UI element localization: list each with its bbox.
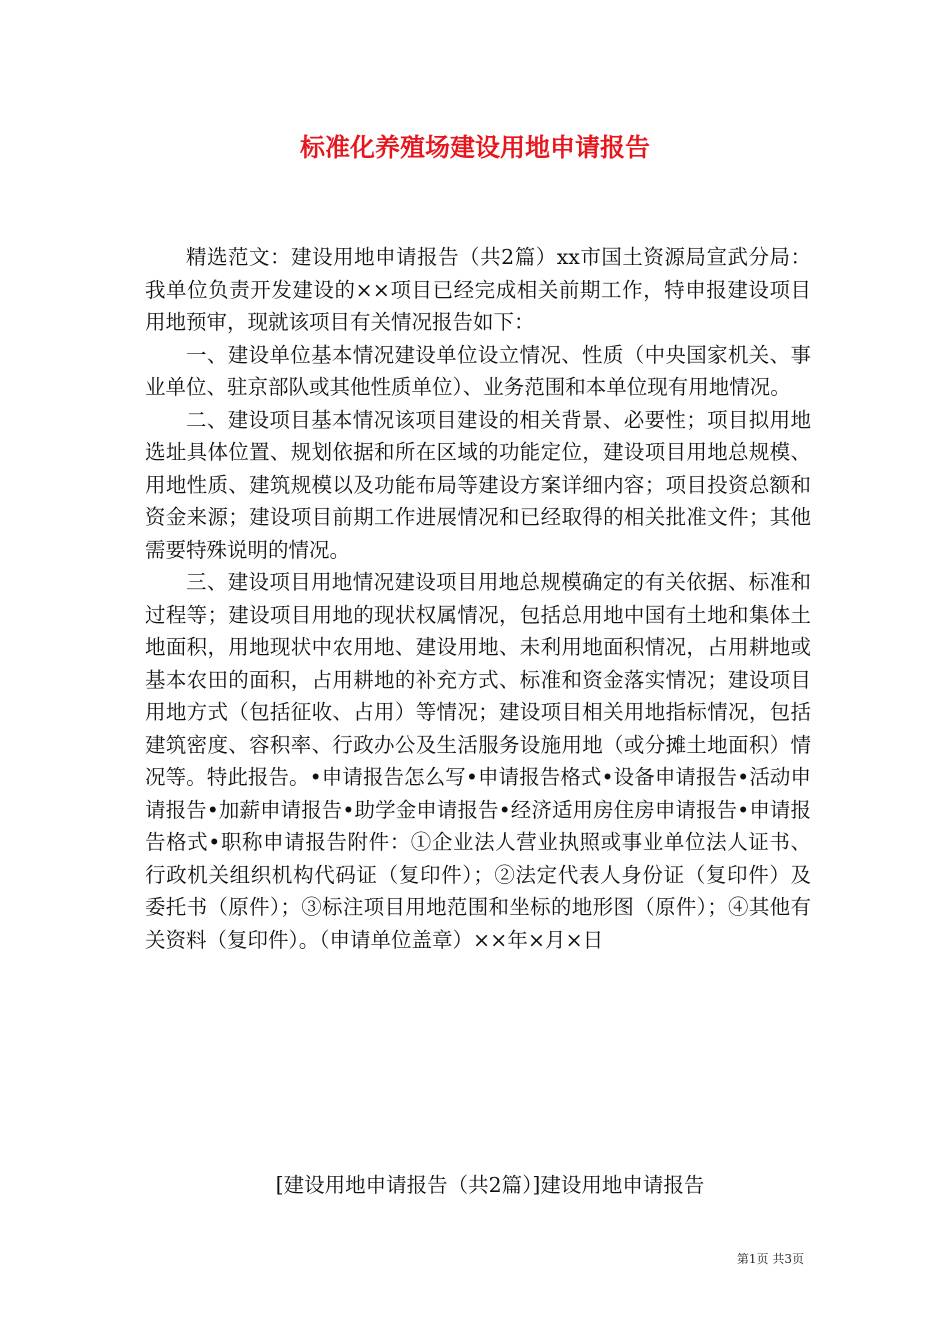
- paragraph-section-2: 二、建设项目基本情况该项目建设的相关背景、必要性；项目拟用地选址具体位置、规划依据和所在区域的功能定位，建设项目用地总规模、用地性质、建筑规模以及功能布局等建设方案详细内容；项目投资总额和资金来源；建设项目前期工作进展情况和已经取得的相关批准文件；其他需要特殊说明的情况。: [145, 407, 811, 562]
- page-number: 第1页 共3页: [736, 1252, 804, 1266]
- paragraph-section-3: 三、建设项目用地情况建设项目用地总规模确定的有关依据、标准和过程等；建设项目用地的现状权属情况，包括总用地中国有土地和集体土地面积，用地现状中农用地、建设用地、未利用地面积情况，占用耕地或基本农田的面积，占用耕地的补充方式、标准和资金落实情况；建设项目用地方式（包括征收、占用）等情况；建设项目相关用地指标情况，包括建筑密度、容积率、行政办公及生活服务设施用地（或分摊土地面积）情况等。特此报告。•申请报告怎么写•申请报告格式•设备申请报告•活动申请报告•加薪申请报告•助学金申请报告•经济适用房住房申请报告•申请报告格式•职称申请报告附件：①企业法人营业执照或事业单位法人证书、行政机关组织机构代码证（复印件）；②法定代表人身份证（复印件）及委托书（原件）；③标注项目用地范围和坐标的地形图（原件）；④其他有关资料（复印件）。（申请单位盖章）××年×月×日: [145, 570, 811, 952]
- document-body: [145, 241, 811, 956]
- paragraph-section-1: 一、建设单位基本情况建设单位设立情况、性质（中央国家机关、事业单位、驻京部队或其他性质单位）、业务范围和本单位现有用地情况。: [145, 342, 811, 399]
- paragraph-intro: 精选范文：建设用地申请报告（共2篇）xx市国土资源局宣武分局：我单位负责开发建设的××项目已经完成相关前期工作，特申报建设项目用地预审，现就该项目有关情况报告如下：: [145, 245, 811, 334]
- closing-line: [建设用地申请报告（共2篇）]建设用地申请报告: [275, 1173, 705, 1197]
- document-title: 标准化养殖场建设用地申请报告: [299, 133, 650, 162]
